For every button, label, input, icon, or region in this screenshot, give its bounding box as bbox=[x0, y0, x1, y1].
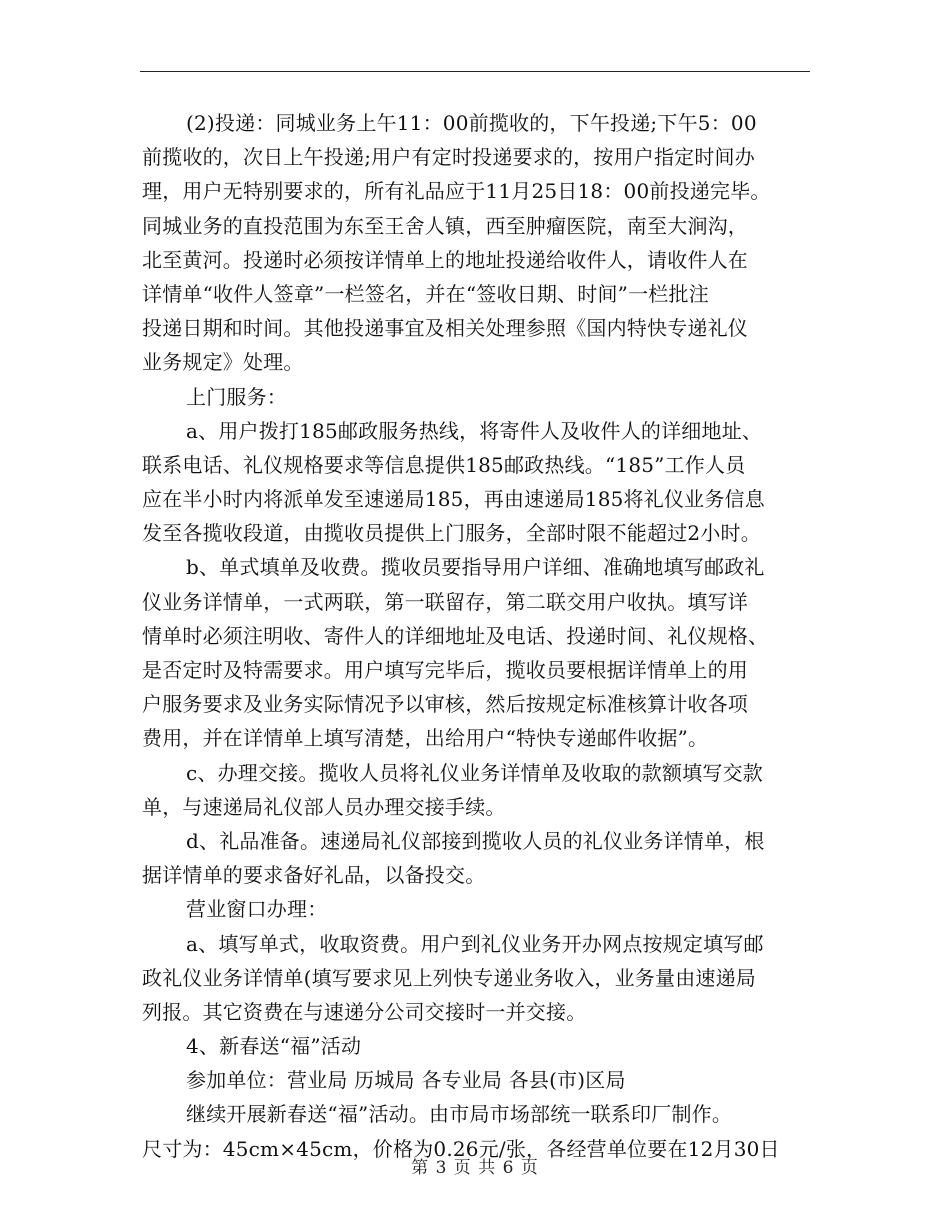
text-line: 是否定时及特需要求。用户填写完毕后，揽收员要根据详情单上的用 bbox=[142, 658, 748, 682]
text-line: 前揽收的，次日上午投递;用户有定时投递要求的，按用户指定时间办 bbox=[142, 145, 755, 170]
text-line: 费用，并在详情单上填写清楚，出给用户“特快专递邮件收据”。 bbox=[142, 726, 709, 751]
text-line: 联系电话、礼仪规格要求等信息提供185邮政热线。“185”工作人员 bbox=[142, 452, 746, 477]
text-line: 北至黄河。投递时必须按详情单上的地址投递给收件人，请收件人在 bbox=[142, 247, 748, 272]
text-line: 详情单“收件人签章”一栏签名，并在“签收日期、时间”一栏批注 bbox=[142, 281, 709, 306]
document-body bbox=[142, 106, 810, 1166]
text-line: 情单时必须注明收、寄件人的详细地址及电话、投递时间、礼仪规格、 bbox=[142, 623, 769, 648]
text-line: 业务规定》处理。 bbox=[142, 350, 304, 375]
text-line: 同城业务的直投范围为东至王舍人镇，西至肿瘤医院，南至大涧沟， bbox=[142, 213, 748, 238]
text-line: 发至各揽收段道，由揽收员提供上门服务，全部时限不能超过2小时。 bbox=[142, 521, 761, 546]
text-line: 政礼仪业务详情单(填写要求见上列快专递业务收入，业务量由速递局 bbox=[142, 965, 757, 990]
text-line: a、用户拨打185邮政服务热线，将寄件人及收件人的详细地址、 bbox=[186, 418, 763, 443]
text-line: a、填写单式，收取资费。用户到礼仪业务开办网点按规定填写邮 bbox=[186, 931, 764, 956]
text-line: 户服务要求及业务实际情况予以审核，然后按规定标准核算计收各项 bbox=[142, 692, 748, 717]
page-footer: 第 3 页 共 6 页 bbox=[411, 1158, 539, 1178]
text-line: 单，与速递局礼仪部人员办理交接手续。 bbox=[142, 794, 506, 819]
text-line: 4、新春送“福”活动 bbox=[186, 1034, 362, 1059]
text-line: (2)投递：同城业务上午11：00前揽收的，下午投递;下午5：00 bbox=[186, 111, 757, 135]
text-line: 理，用户无特别要求的，所有礼品应于11月25日18：00前投递完毕。 bbox=[142, 179, 771, 204]
text-line: d、礼品准备。速递局礼仪部接到揽收人员的礼仪业务详情单，根 bbox=[186, 828, 765, 853]
text-line: 参加单位：营业局 历城局 各专业局 各县(市)区局 bbox=[186, 1068, 626, 1093]
text-line: 营业窗口办理： bbox=[186, 897, 328, 922]
text-line: 据详情单的要求备好礼品，以备投交。 bbox=[142, 863, 486, 888]
text-line: 应在半小时内将派单发至速递局185，再由速递局185将礼仪业务信息 bbox=[142, 487, 765, 512]
text-line: 上门服务： bbox=[186, 384, 287, 409]
text-line: 列报。其它资费在与速递分公司交接时一并交接。 bbox=[142, 999, 587, 1024]
text-line: b、单式填单及收费。揽收员要指导用户详细、准确地填写邮政礼 bbox=[186, 555, 765, 580]
text-line: 尺寸为：45cm×45cm，价格为0.26元/张，各经营单位要在12月30日 bbox=[142, 1136, 780, 1161]
text-line: 继续开展新春送“福”活动。由市局市场部统一联系印厂制作。 bbox=[186, 1102, 733, 1127]
text-line: 仪业务详情单，一式两联，第一联留存，第二联交用户收执。填写详 bbox=[142, 589, 748, 614]
text-line: 投递日期和时间。其他投递事宜及相关处理参照《国内特快专递礼仪 bbox=[142, 316, 748, 341]
header-rule bbox=[140, 71, 810, 72]
text-line: c、办理交接。揽收人员将礼仪业务详情单及收取的款额填写交款 bbox=[186, 760, 764, 785]
